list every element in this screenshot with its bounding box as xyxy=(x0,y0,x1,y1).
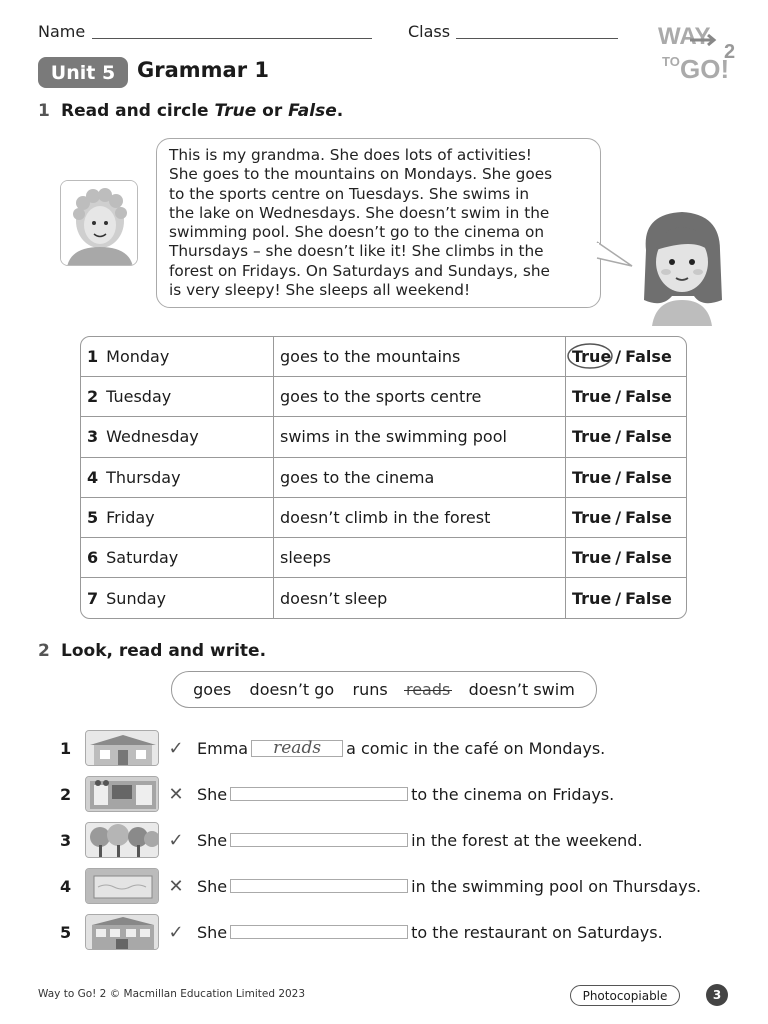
true-option[interactable]: True xyxy=(572,427,612,447)
word-bank-item: runs xyxy=(352,680,388,699)
sentence-row xyxy=(60,775,614,813)
cinema-picture xyxy=(85,776,159,812)
grandma-avatar xyxy=(60,180,138,266)
table-row xyxy=(81,498,686,538)
answer-cell: True / False xyxy=(566,417,686,457)
sentence-rest: in the forest at the weekend. xyxy=(411,830,643,850)
sentence-row xyxy=(60,821,643,859)
day-cell: 2 Tuesday xyxy=(81,377,274,417)
answer-field[interactable] xyxy=(230,925,408,939)
name-label: Name xyxy=(38,22,86,41)
logo-way: WAY xyxy=(658,23,711,50)
activity-cell: goes to the cinema xyxy=(274,458,566,498)
class-line xyxy=(456,38,618,39)
cross-icon: ✕ xyxy=(168,875,184,897)
swimming-pool-picture xyxy=(85,868,159,904)
day-cell: 4 Thursday xyxy=(81,458,274,498)
answer-field[interactable] xyxy=(230,879,408,893)
sentence-number: 2 xyxy=(60,784,72,804)
day-cell: 3 Wednesday xyxy=(81,417,274,457)
sentence-subject: She xyxy=(197,784,228,804)
text-line: forest on Fridays. On Saturdays and Sundays, she xyxy=(169,261,550,280)
name-line xyxy=(92,38,372,39)
copyright-text: Way to Go! 2 © Macmillan Education Limited 2023 xyxy=(38,988,306,1000)
exercise2-instruction: Look, read and write. xyxy=(61,641,267,661)
word-bank-item: doesn’t swim xyxy=(468,680,575,699)
false-option[interactable]: False xyxy=(625,387,672,407)
sentence-number: 1 xyxy=(60,738,72,758)
tick-icon: ✓ xyxy=(168,829,184,851)
restaurant-picture xyxy=(85,914,159,950)
true-option[interactable]: True xyxy=(572,467,612,487)
text-line: She goes to the mountains on Mondays. She goes xyxy=(169,165,553,184)
answer-cell: True / False xyxy=(566,498,686,538)
word-bank-item: doesn’t go xyxy=(249,680,335,699)
table-row xyxy=(81,538,686,578)
day-cell: 1 Monday xyxy=(81,337,274,377)
activity-cell: goes to the sports centre xyxy=(274,377,566,417)
table-row xyxy=(81,417,686,457)
sentence-rest: to the cinema on Fridays. xyxy=(411,784,615,804)
false-option[interactable]: False xyxy=(625,347,672,367)
grandma-text-bubble xyxy=(156,138,601,308)
activity-cell: doesn’t sleep xyxy=(274,578,566,618)
activity-cell: doesn’t climb in the forest xyxy=(274,498,566,538)
true-option-circled[interactable]: True xyxy=(572,347,611,366)
text-line: to the sports centre on Tuesdays. She swims in xyxy=(169,184,530,203)
table-row xyxy=(81,377,686,417)
text-line: swimming pool. She doesn’t go to the cinema on xyxy=(169,223,545,242)
logo-level: 2 xyxy=(724,41,736,63)
answer-cell: True / False xyxy=(566,377,686,417)
answer-field-filled[interactable]: reads xyxy=(251,740,343,757)
sentence-subject: She xyxy=(197,922,228,942)
logo-go: GO! xyxy=(680,54,730,84)
answer-cell: True / False xyxy=(572,588,672,608)
girl-illustration xyxy=(632,200,732,326)
sentence-rest: a comic in the café on Mondays. xyxy=(346,738,606,758)
true-option[interactable]: True xyxy=(572,548,612,568)
true-option[interactable]: True xyxy=(572,588,612,608)
sentence-subject: She xyxy=(197,830,228,850)
table-row xyxy=(81,578,686,618)
exercise1-instruction: Read and circle True or False. xyxy=(61,101,344,121)
unit-title: Grammar 1 xyxy=(137,58,269,82)
class-label: Class xyxy=(408,22,451,41)
sentence-rest: to the restaurant on Saturdays. xyxy=(411,922,663,942)
sentence-row xyxy=(60,729,605,767)
exercise1-number: 1 xyxy=(38,101,50,121)
sentence-number: 3 xyxy=(60,830,72,850)
word-bank-item-used: reads xyxy=(405,680,451,699)
answer-field[interactable] xyxy=(230,787,408,801)
text-line: Thursdays – she doesn’t like it! She climbs in the xyxy=(169,242,544,261)
sentence-subject: Emma xyxy=(197,738,249,758)
answer-cell: True / False xyxy=(566,337,686,377)
tick-icon: ✓ xyxy=(168,737,184,759)
sentence-row xyxy=(60,913,663,951)
sentence-number: 4 xyxy=(60,876,72,896)
unit-badge: Unit 5 xyxy=(38,57,128,88)
activity-cell: sleeps xyxy=(274,538,566,578)
false-option[interactable]: False xyxy=(625,588,672,608)
day-cell: 5 Friday xyxy=(81,498,274,538)
sentence-number: 5 xyxy=(60,922,72,942)
cafe-picture xyxy=(85,730,159,766)
false-option[interactable]: False xyxy=(625,467,672,487)
answer-cell: True / False xyxy=(566,538,686,578)
sentence-row xyxy=(60,867,701,905)
false-option[interactable]: False xyxy=(625,427,672,447)
day-cell: 6 Saturday xyxy=(81,538,274,578)
forest-picture xyxy=(85,822,159,858)
true-false-table xyxy=(80,336,687,619)
false-option[interactable]: False xyxy=(625,548,672,568)
answer-field[interactable] xyxy=(230,833,408,847)
answer-cell: True / False xyxy=(566,458,686,498)
activity-cell: goes to the mountains xyxy=(274,337,566,377)
sentence-rest: in the swimming pool on Thursdays. xyxy=(411,876,702,896)
tick-icon: ✓ xyxy=(168,921,184,943)
day-cell: 7 Sunday xyxy=(81,578,274,618)
table-row xyxy=(81,458,686,498)
cross-icon: ✕ xyxy=(168,783,184,805)
text-line: This is my grandma. She does lots of activities! xyxy=(169,146,532,164)
text-line: is very sleepy! She sleeps all weekend! xyxy=(169,281,471,300)
table-row xyxy=(81,337,686,377)
logo-to: TO xyxy=(662,54,680,69)
text-line: the lake on Wednesdays. She doesn’t swim in the xyxy=(169,203,550,222)
true-option[interactable]: True xyxy=(572,507,612,527)
exercise2-number: 2 xyxy=(38,641,50,661)
word-bank xyxy=(171,671,597,708)
way-to-go-logo xyxy=(656,18,746,88)
page-number: 3 xyxy=(706,984,728,1006)
false-option[interactable]: False xyxy=(625,507,672,527)
photocopiable-badge: Photocopiable xyxy=(570,985,680,1006)
word-bank-item: goes xyxy=(193,680,232,699)
activity-cell: swims in the swimming pool xyxy=(274,417,566,457)
bubble-tail xyxy=(596,240,636,270)
sentence-subject: She xyxy=(197,876,228,896)
true-option[interactable]: True xyxy=(572,387,612,407)
